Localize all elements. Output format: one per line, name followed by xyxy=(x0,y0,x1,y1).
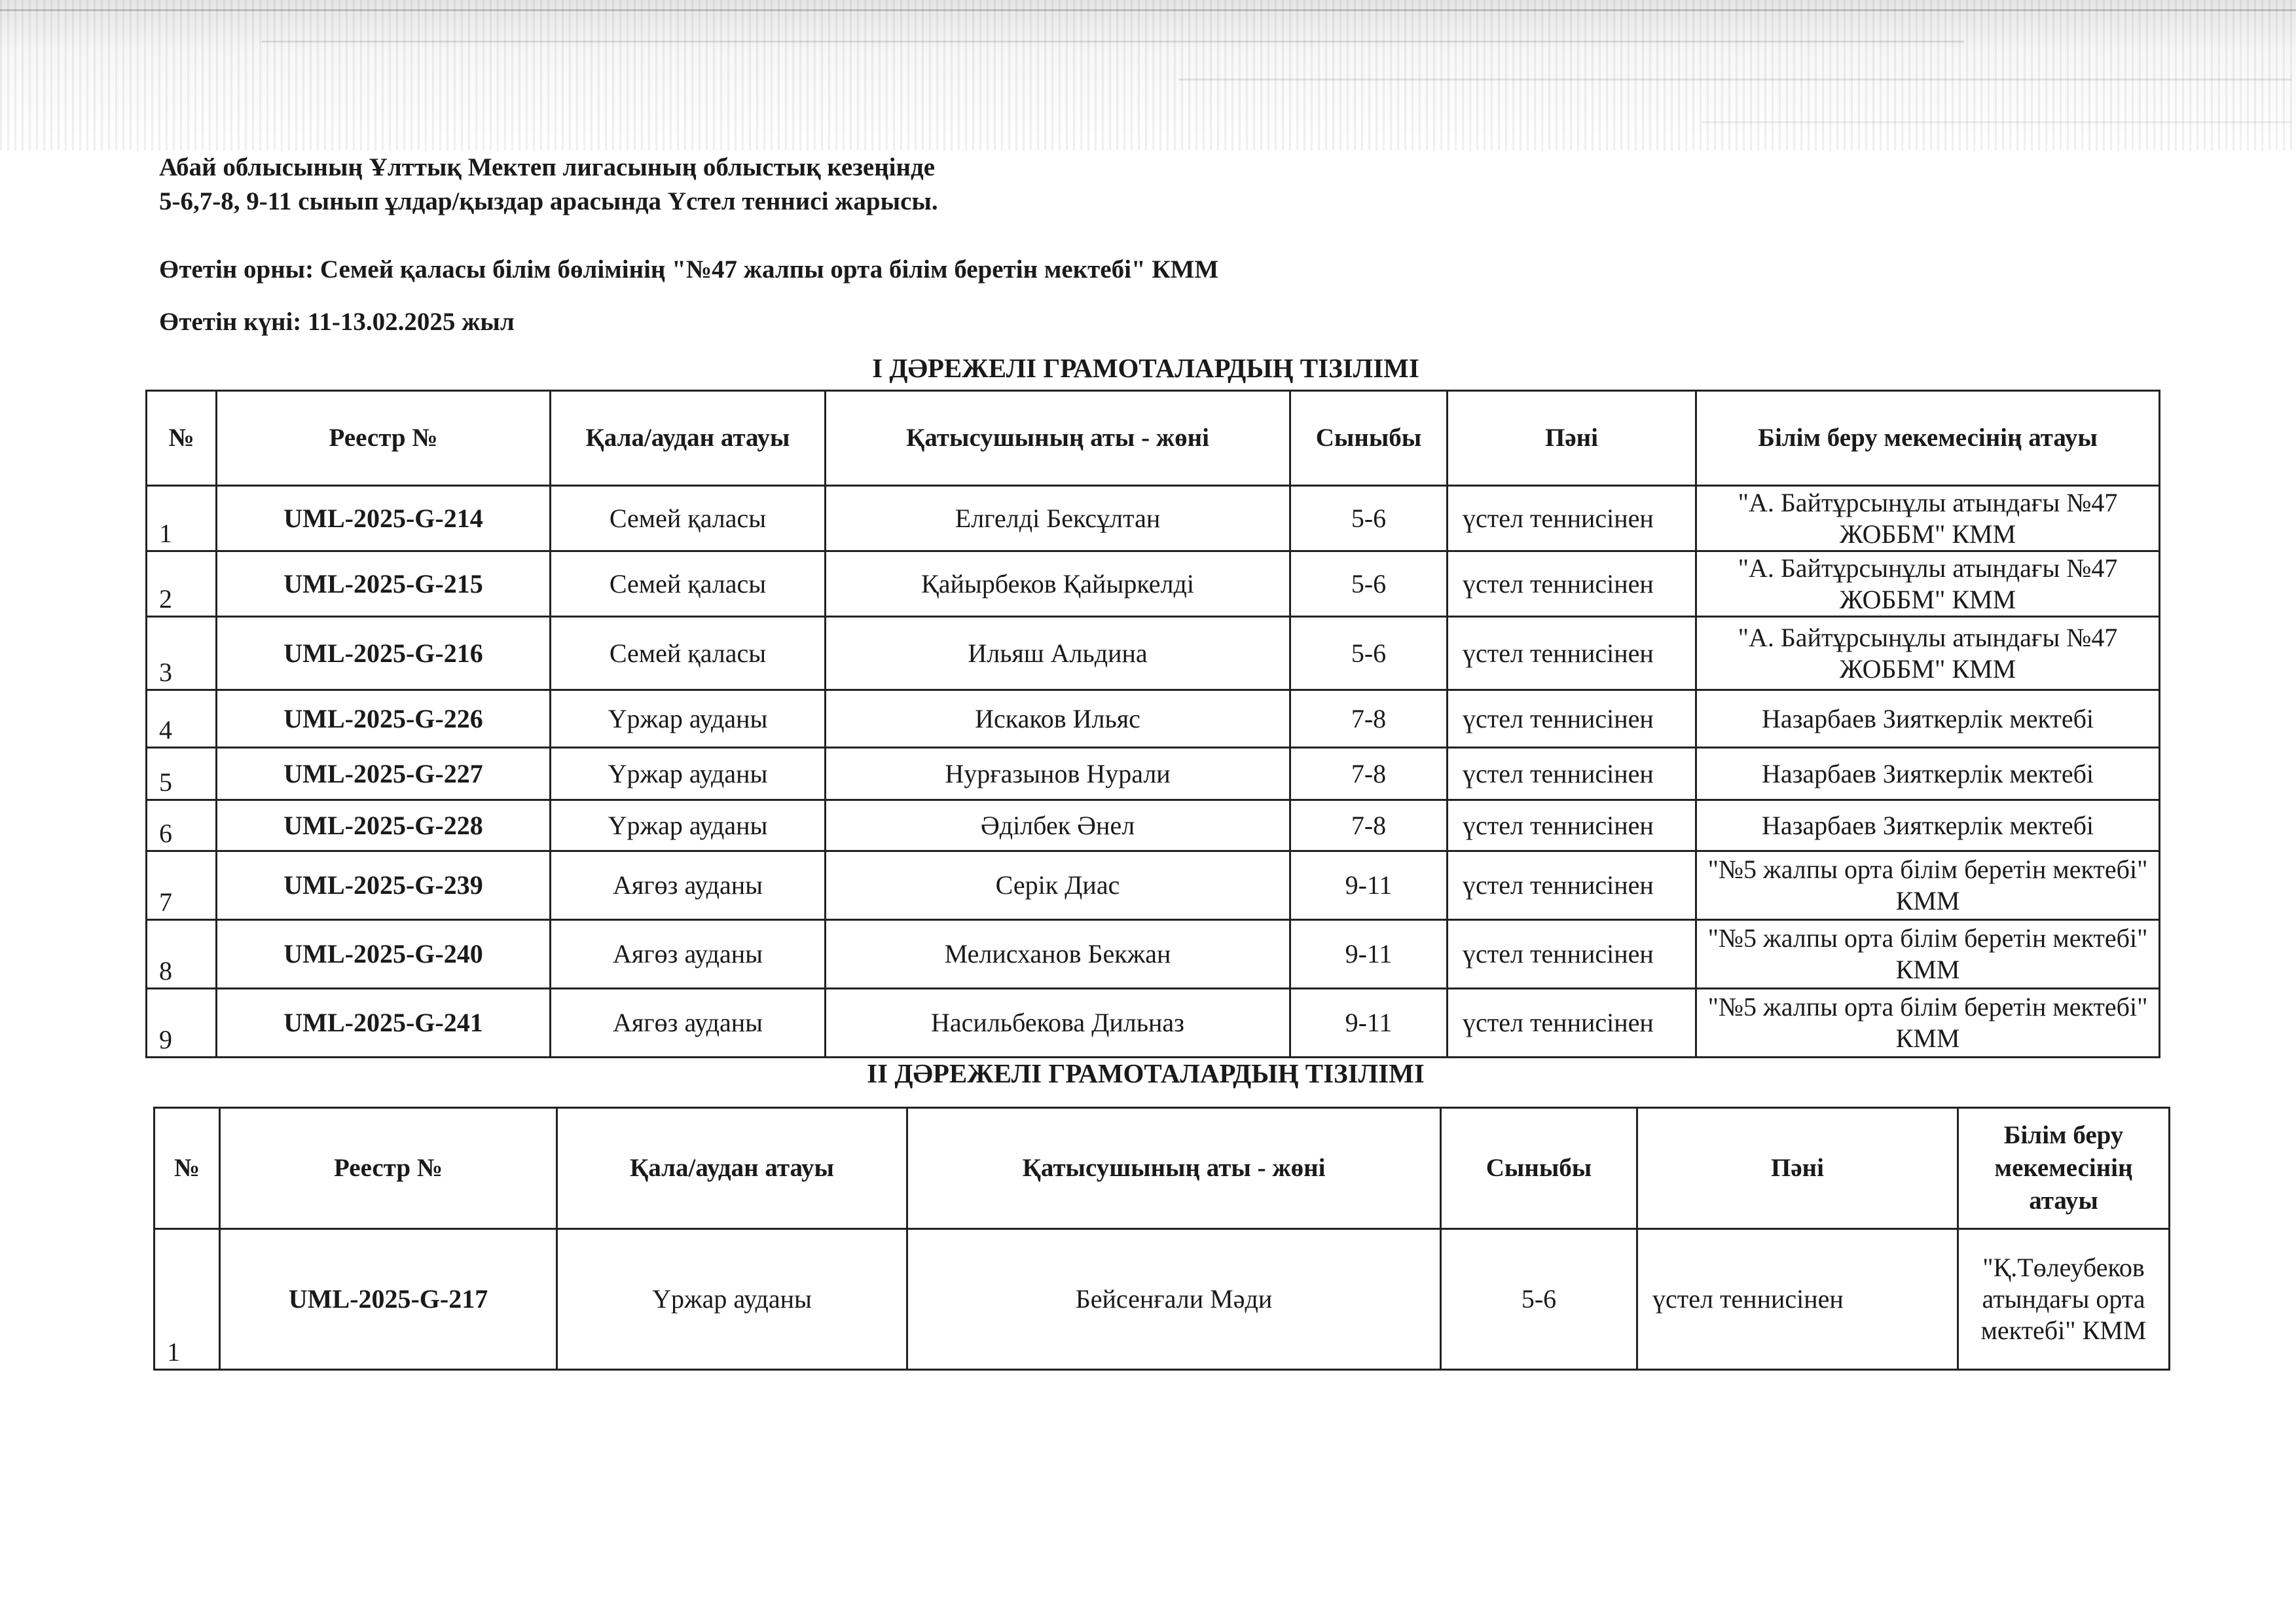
institution: "А. Байтұрсынұлы атындағы №47 ЖОББМ" КММ xyxy=(1696,617,2160,690)
scan-streak xyxy=(1702,121,2291,123)
participant-name: Ильяш Альдина xyxy=(826,617,1290,690)
column-header: Пәні xyxy=(1637,1108,1958,1229)
institution: Назарбаев Зияткерлік мектебі xyxy=(1696,748,2160,800)
column-header: № xyxy=(155,1108,220,1229)
institution: "№5 жалпы орта білім беретін мектебі" КММ xyxy=(1696,920,2160,989)
document-header xyxy=(159,151,1468,339)
scan-noise xyxy=(0,0,2296,151)
city-district: Аягөз ауданы xyxy=(551,989,826,1058)
subject: үстел теннисінен xyxy=(1448,748,1696,800)
row-number: 6 xyxy=(147,800,217,851)
grade: 9-11 xyxy=(1290,920,1448,989)
section2-table xyxy=(153,1107,2170,1371)
table-row xyxy=(147,748,2160,800)
registry-number: UML-2025-G-228 xyxy=(217,800,551,851)
participant-name: Серік Диас xyxy=(826,851,1290,920)
city-district: Семей қаласы xyxy=(551,486,826,551)
subject: үстел теннисінен xyxy=(1448,851,1696,920)
city-district: Үржар ауданы xyxy=(551,690,826,748)
table-header-row xyxy=(155,1108,2170,1229)
participant-name: Мелисханов Бекжан xyxy=(826,920,1290,989)
institution: "№5 жалпы орта білім беретін мектебі" КММ xyxy=(1696,851,2160,920)
subject: үстел теннисінен xyxy=(1448,690,1696,748)
table-row xyxy=(147,617,2160,690)
subject: үстел теннисінен xyxy=(1448,486,1696,551)
row-number: 8 xyxy=(147,920,217,989)
row-number: 4 xyxy=(147,690,217,748)
table-header-row xyxy=(147,391,2160,486)
institution: Назарбаев Зияткерлік мектебі xyxy=(1696,690,2160,748)
city-district: Үржар ауданы xyxy=(551,748,826,800)
registry-number: UML-2025-G-227 xyxy=(217,748,551,800)
city-district: Аягөз ауданы xyxy=(551,851,826,920)
participant-name: Қайырбеков Қайыркелді xyxy=(826,551,1290,617)
subject: үстел теннисінен xyxy=(1448,920,1696,989)
participant-name: Искаков Ильяс xyxy=(826,690,1290,748)
participant-name: Бейсенғали Мәди xyxy=(907,1229,1441,1370)
grade: 5-6 xyxy=(1290,551,1448,617)
scan-streak xyxy=(262,41,1964,43)
grade: 9-11 xyxy=(1290,989,1448,1058)
venue-line: Өтетін орны: Семей қаласы білім бөлімінің "№47 жалпы орта білім беретін мектебі" КММ xyxy=(159,255,1219,284)
column-header: Сыныбы xyxy=(1441,1108,1637,1229)
participant-name: Насильбекова Дильназ xyxy=(826,989,1290,1058)
grade: 5-6 xyxy=(1290,486,1448,551)
row-number: 5 xyxy=(147,748,217,800)
column-header: Сыныбы xyxy=(1290,391,1448,486)
registry-number: UML-2025-G-239 xyxy=(217,851,551,920)
city-district: Семей қаласы xyxy=(551,551,826,617)
subject: үстел теннисінен xyxy=(1448,989,1696,1058)
table-row xyxy=(147,486,2160,551)
registry-number: UML-2025-G-215 xyxy=(217,551,551,617)
table-row xyxy=(147,989,2160,1058)
table-row xyxy=(155,1229,2170,1370)
column-header: Қала/аудан атауы xyxy=(551,391,826,486)
row-number: 1 xyxy=(155,1229,220,1370)
city-district: Үржар ауданы xyxy=(557,1229,907,1370)
registry-number: UML-2025-G-240 xyxy=(217,920,551,989)
institution: "А. Байтұрсынұлы атындағы №47 ЖОББМ" КММ xyxy=(1696,551,2160,617)
column-header: Пәні xyxy=(1448,391,1696,486)
subject: үстел теннисінен xyxy=(1637,1229,1958,1370)
grade: 7-8 xyxy=(1290,690,1448,748)
participant-name: Әділбек Әнел xyxy=(826,800,1290,851)
column-header: Қатысушының аты - жөні xyxy=(907,1108,1441,1229)
grade: 9-11 xyxy=(1290,851,1448,920)
registry-number: UML-2025-G-214 xyxy=(217,486,551,551)
section1-table xyxy=(145,390,2160,1058)
column-header: № xyxy=(147,391,217,486)
institution: "А. Байтұрсынұлы атындағы №47 ЖОББМ" КММ xyxy=(1696,486,2160,551)
table-row xyxy=(147,800,2160,851)
participant-name: Нурғазынов Нурали xyxy=(826,748,1290,800)
row-number: 9 xyxy=(147,989,217,1058)
institution: Назарбаев Зияткерлік мектебі xyxy=(1696,800,2160,851)
grade: 7-8 xyxy=(1290,800,1448,851)
city-district: Семей қаласы xyxy=(551,617,826,690)
grade: 5-6 xyxy=(1290,617,1448,690)
scan-streak xyxy=(1178,79,2291,81)
section2-title: ІІ ДӘРЕЖЕЛІ ГРАМОТАЛАРДЫҢ ТІЗІЛІМІ xyxy=(867,1058,1425,1088)
column-header: Реестр № xyxy=(220,1108,557,1229)
table-row xyxy=(147,690,2160,748)
row-number: 2 xyxy=(147,551,217,617)
column-header: Білім беру мекемесінің атауы xyxy=(1696,391,2160,486)
row-number: 1 xyxy=(147,486,217,551)
column-header: Қатысушының аты - жөні xyxy=(826,391,1290,486)
table-row xyxy=(147,920,2160,989)
column-header: Білім беру мекемесінің атауы xyxy=(1958,1108,2170,1229)
registry-number: UML-2025-G-217 xyxy=(220,1229,557,1370)
grade: 7-8 xyxy=(1290,748,1448,800)
registry-number: UML-2025-G-216 xyxy=(217,617,551,690)
registry-number: UML-2025-G-241 xyxy=(217,989,551,1058)
row-number: 3 xyxy=(147,617,217,690)
row-number: 7 xyxy=(147,851,217,920)
city-district: Үржар ауданы xyxy=(551,800,826,851)
title-line-2: 5-6,7-8, 9-11 сынып ұлдар/қыздар арасында Үстел теннисі жарысы. xyxy=(159,187,938,215)
subject: үстел теннисінен xyxy=(1448,800,1696,851)
subject: үстел теннисінен xyxy=(1448,617,1696,690)
date-line: Өтетін күні: 11-13.02.2025 жыл xyxy=(159,308,515,336)
institution: "№5 жалпы орта білім беретін мектебі" КММ xyxy=(1696,989,2160,1058)
registry-number: UML-2025-G-226 xyxy=(217,690,551,748)
table-row xyxy=(147,851,2160,920)
scan-streak xyxy=(0,9,2296,11)
subject: үстел теннисінен xyxy=(1448,551,1696,617)
participant-name: Елгелді Бексұлтан xyxy=(826,486,1290,551)
column-header: Реестр № xyxy=(217,391,551,486)
city-district: Аягөз ауданы xyxy=(551,920,826,989)
grade: 5-6 xyxy=(1441,1229,1637,1370)
title-line-1: Абай облысының Ұлттық Мектеп лигасының облыстық кезеңінде xyxy=(159,153,936,181)
table-row xyxy=(147,551,2160,617)
institution: "Қ.Төлеубеков атындағы орта мектебі" КММ xyxy=(1958,1229,2170,1370)
column-header: Қала/аудан атауы xyxy=(557,1108,907,1229)
section1-title: І ДӘРЕЖЕЛІ ГРАМОТАЛАРДЫҢ ТІЗІЛІМІ xyxy=(872,353,1419,383)
